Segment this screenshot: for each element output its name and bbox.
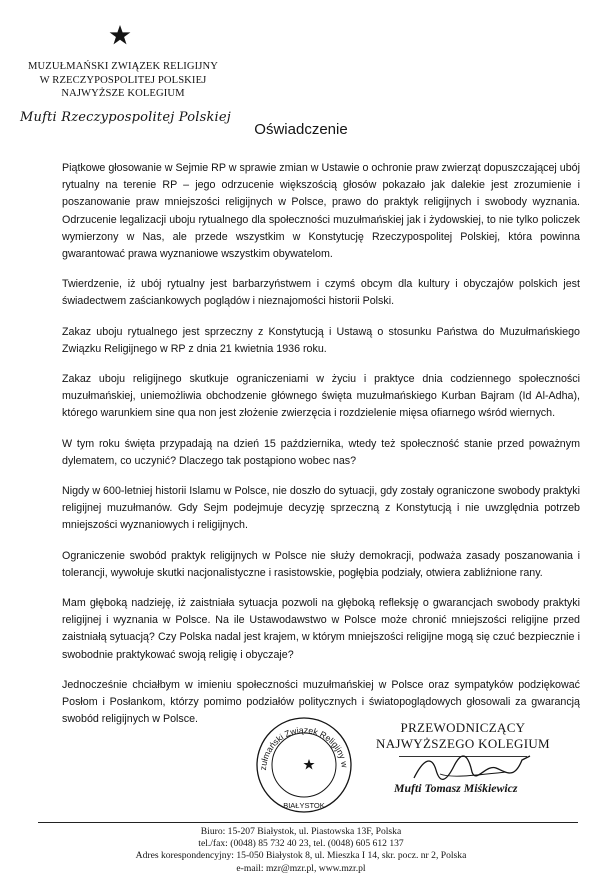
footer-divider bbox=[38, 822, 578, 823]
official-stamp bbox=[254, 715, 354, 815]
mufti-title: Mufti Rzeczypospolitej Polskiej bbox=[20, 110, 232, 125]
org-line: MUZUŁMAŃSKI ZWIĄZEK RELIGIJNY bbox=[27, 61, 219, 72]
stamp-crescent-icon bbox=[294, 751, 315, 779]
paragraph: Twierdzenie, iż ubój rytualny jest barbarzyństwem i czymś obcym dla kultury i obyczajów polskich jest świadectwem zaściankowych poglądów i nieznajomości historii Polski. bbox=[62, 278, 580, 308]
crescent-and-star-icon bbox=[80, 6, 140, 62]
paragraph: Ograniczenie swobód praktyk religijnych w Polsce nie służy demokracji, podważa zasady poszanowania i tolerancji, wywołuje skutki nacjonalistyczne i rasistowskie, pogłębia podziały, otwiera zabliźnione rany. bbox=[62, 549, 580, 579]
paragraph: Zakaz uboju religijnego skutkuje ograniczeniami w życiu i praktyce dnia codziennego społeczności muzułmańskiej, uniemożliwia obchodzenie głównego święta muzułmańskiego Kurban Bajram (Id Al-Adha), którego warunkiem sine qua non jest złożenie zwierzęcia i rozdzielenie mięsa ofiarnego wśród wiernych. bbox=[62, 373, 580, 420]
paragraph: Piątkowe głosowanie w Sejmie RP w sprawie zmian w Ustawie o ochronie praw zwierząt dopuszczającej ubój rytualny na terenie RP – jego odrzucenie większością głosów pokazało jak dalekie jest zrozumienie i poszanowanie praw mniejszości religijnych w Polsce, prawo do praktyk religijnych i swobody wyznania. Odrzucenie legalizacji uboju rytualnego dla społeczności muzułmańskiej jak i żydowskiej, to nie tylko policzek wymierzony w Nas, ale przede wszystkim w Konstytucję Rzeczypospolitej Polskiej, która powinna gwarantować prawa wyznaniowe wszystkim obywatelom. bbox=[62, 162, 580, 261]
org-line: W RZECZYPOSPOLITEJ POLSKIEJ bbox=[39, 74, 207, 86]
statement-body bbox=[62, 160, 580, 741]
signatory-name: Mufti Tomasz Miśkiewicz bbox=[394, 781, 518, 795]
footer-line: e-mail: mzr@mzr.pl, www.mzr.pl bbox=[236, 862, 366, 874]
paragraph: Mam głęboką nadzieję, iż zaistniała sytuacja pozwoli na głęboką refleksję o gwarancjach swobody praktyki religijnej i wyznania w Polsce. Na ile Ustawodawstwo w Polsce może chronić mniejszości religijne przed zaistniałą sytuacją? Czy Polska nadal jest krajem, w którym mniejszości religijne mogą się czuć bezpiecznie i swobodnie praktykować swoją religię i obyczaje? bbox=[62, 597, 580, 661]
stamp-city: BIAŁYSTOK bbox=[283, 801, 325, 810]
footer-line: tel./fax: (0048) 85 732 40 23, tel. (0048) 605 612 137 bbox=[198, 838, 404, 850]
paragraph: Zakaz uboju rytualnego jest sprzeczny z Konstytucją i Ustawą o stosunku Państwa do Muzułmańskiego Związku Religijnego w RP z dnia 21 kwietnia 1936 roku. bbox=[62, 325, 580, 355]
document-title: Oświadczenie bbox=[254, 121, 348, 138]
paragraph: Nigdy w 600-letniej historii Islamu w Polsce, nie doszło do sytuacji, gdy zostały ograniczone swobody praktyki religijnej muzułmanów. Gdy Sejm podejmuje decyzję sprzeczną z Konstytucją i nie uwzględnia potrzeb mniejszości wyznaniowych i religijnych. bbox=[62, 485, 580, 532]
org-line: NAJWYŻSZE KOLEGIUM bbox=[61, 88, 185, 99]
footer-line: Biuro: 15-207 Białystok, ul. Piastowska 13F, Polska bbox=[200, 826, 402, 837]
paragraph: Jednocześnie chciałbym w imieniu społeczności muzułmańskiej w Polsce oraz sympatyków podziękować Posłom i Posłankom, którzy pomimo podziałów politycznych i światopoglądowych głosowali za gwarancją swobód religijnych w Polsce. bbox=[62, 678, 580, 726]
role-line: PRZEWODNICZĄCY bbox=[400, 720, 526, 735]
footer-line: Adres korespondencyjny: 15-050 Białystok 8, ul. Mieszka I 14, skr. pocz. nr 2, Polska bbox=[135, 850, 467, 862]
organization-name bbox=[14, 60, 232, 101]
stamp-ring-text: zułmański Związek Religijny w bbox=[257, 724, 350, 771]
paragraph: W tym roku święta przypadają na dzień 15 października, wtedy też społeczność stanie przed poważnym dylematem, co uczynić? Dlaczego tak postąpiono wobec nas? bbox=[62, 437, 580, 467]
signature-role bbox=[376, 720, 550, 752]
footer-contact bbox=[0, 826, 602, 875]
role-line: NAJWYŻSZEGO KOLEGIUM bbox=[376, 736, 550, 751]
